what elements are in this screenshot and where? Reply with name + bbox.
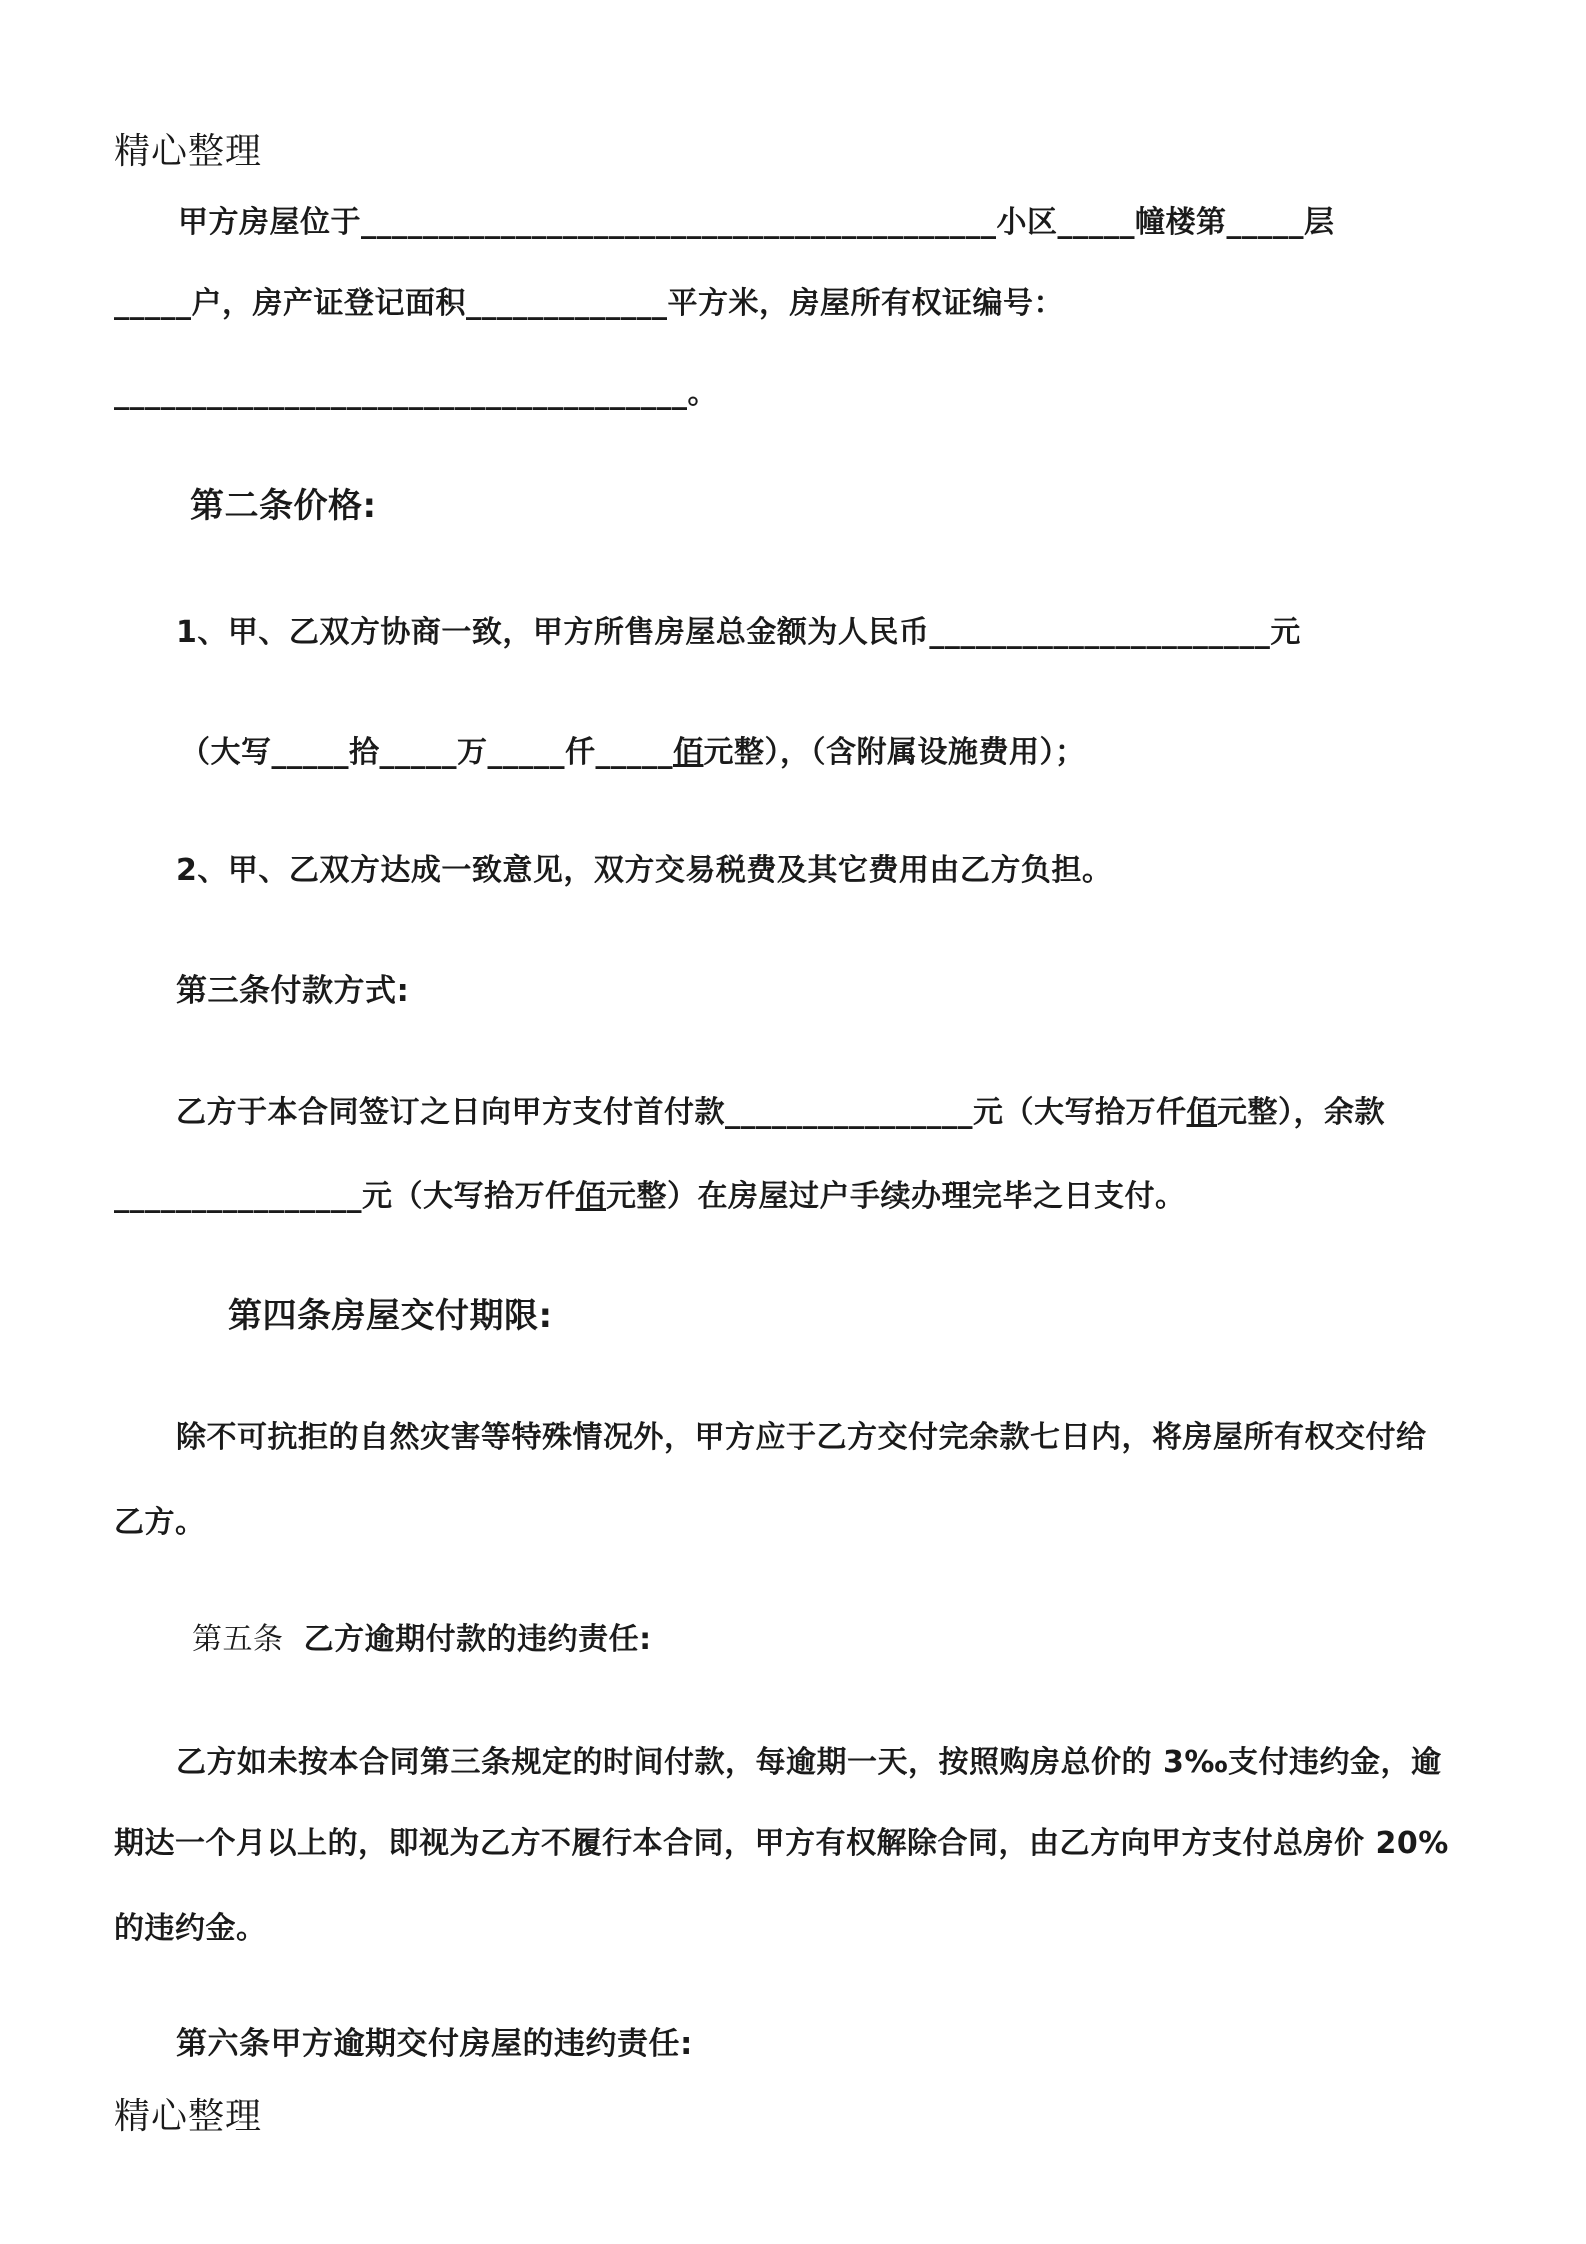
article-3-title: 第三条付款方式: [176, 973, 410, 1009]
page-header: 精心整理 [114, 131, 263, 172]
article-4-title: 第四条房屋交付期限: [228, 1296, 553, 1336]
article-6-title: 第六条甲方逾期交付房屋的违约责任: [176, 2026, 693, 2062]
article-5-line-1: 乙方如未按本合同第三条规定的时间付款，每逾期一天，按照购房总价的 3‰支付违约金，逾 [176, 1745, 1442, 1780]
article-5-title: 第五条 乙方逾期付款的违约责任: [192, 1622, 652, 1657]
article-2-item-2: 2、甲、乙双方达成一致意见，双方交易税费及其它费用由乙方负担。 [176, 853, 1113, 888]
article-2-item-1-amount-words: （大写_____拾_____万_____仟_____佰元整），（含附属设施费用）； [180, 735, 1086, 770]
page-footer: 精心整理 [114, 2096, 263, 2137]
article-5-line-2: 期达一个月以上的，即视为乙方不履行本合同，甲方有权解除合同，由乙方向甲方支付总房价 20% [114, 1826, 1449, 1861]
property-cert-line: _____________________________________。 [114, 376, 718, 411]
article-2-title: 第二条价格: [190, 486, 377, 526]
article-4-line-1: 除不可抗拒的自然灾害等特殊情况外，甲方应于乙方交付完余款七日内，将房屋所有权交付给 [176, 1420, 1427, 1455]
article-3-balance: ________________元（大写拾万仟佰元整）在房屋过户手续办理完毕之日支付。 [114, 1179, 1186, 1214]
article-2-item-1: 1、甲、乙双方协商一致，甲方所售房屋总金额为人民币______________________元 [176, 615, 1301, 650]
article-3-down-payment: 乙方于本合同签订之日向甲方支付首付款________________元（大写拾万仟佰元整），余款 [176, 1095, 1385, 1130]
property-area-line: _____户，房产证登记面积_____________平方米，房屋所有权证编号： [114, 286, 1064, 321]
property-location-line: 甲方房屋位于_________________________________________小区_____幢楼第_____层 [178, 205, 1335, 240]
article-5-line-3: 的违约金。 [114, 1911, 267, 1946]
article-4-line-2: 乙方。 [114, 1505, 206, 1540]
